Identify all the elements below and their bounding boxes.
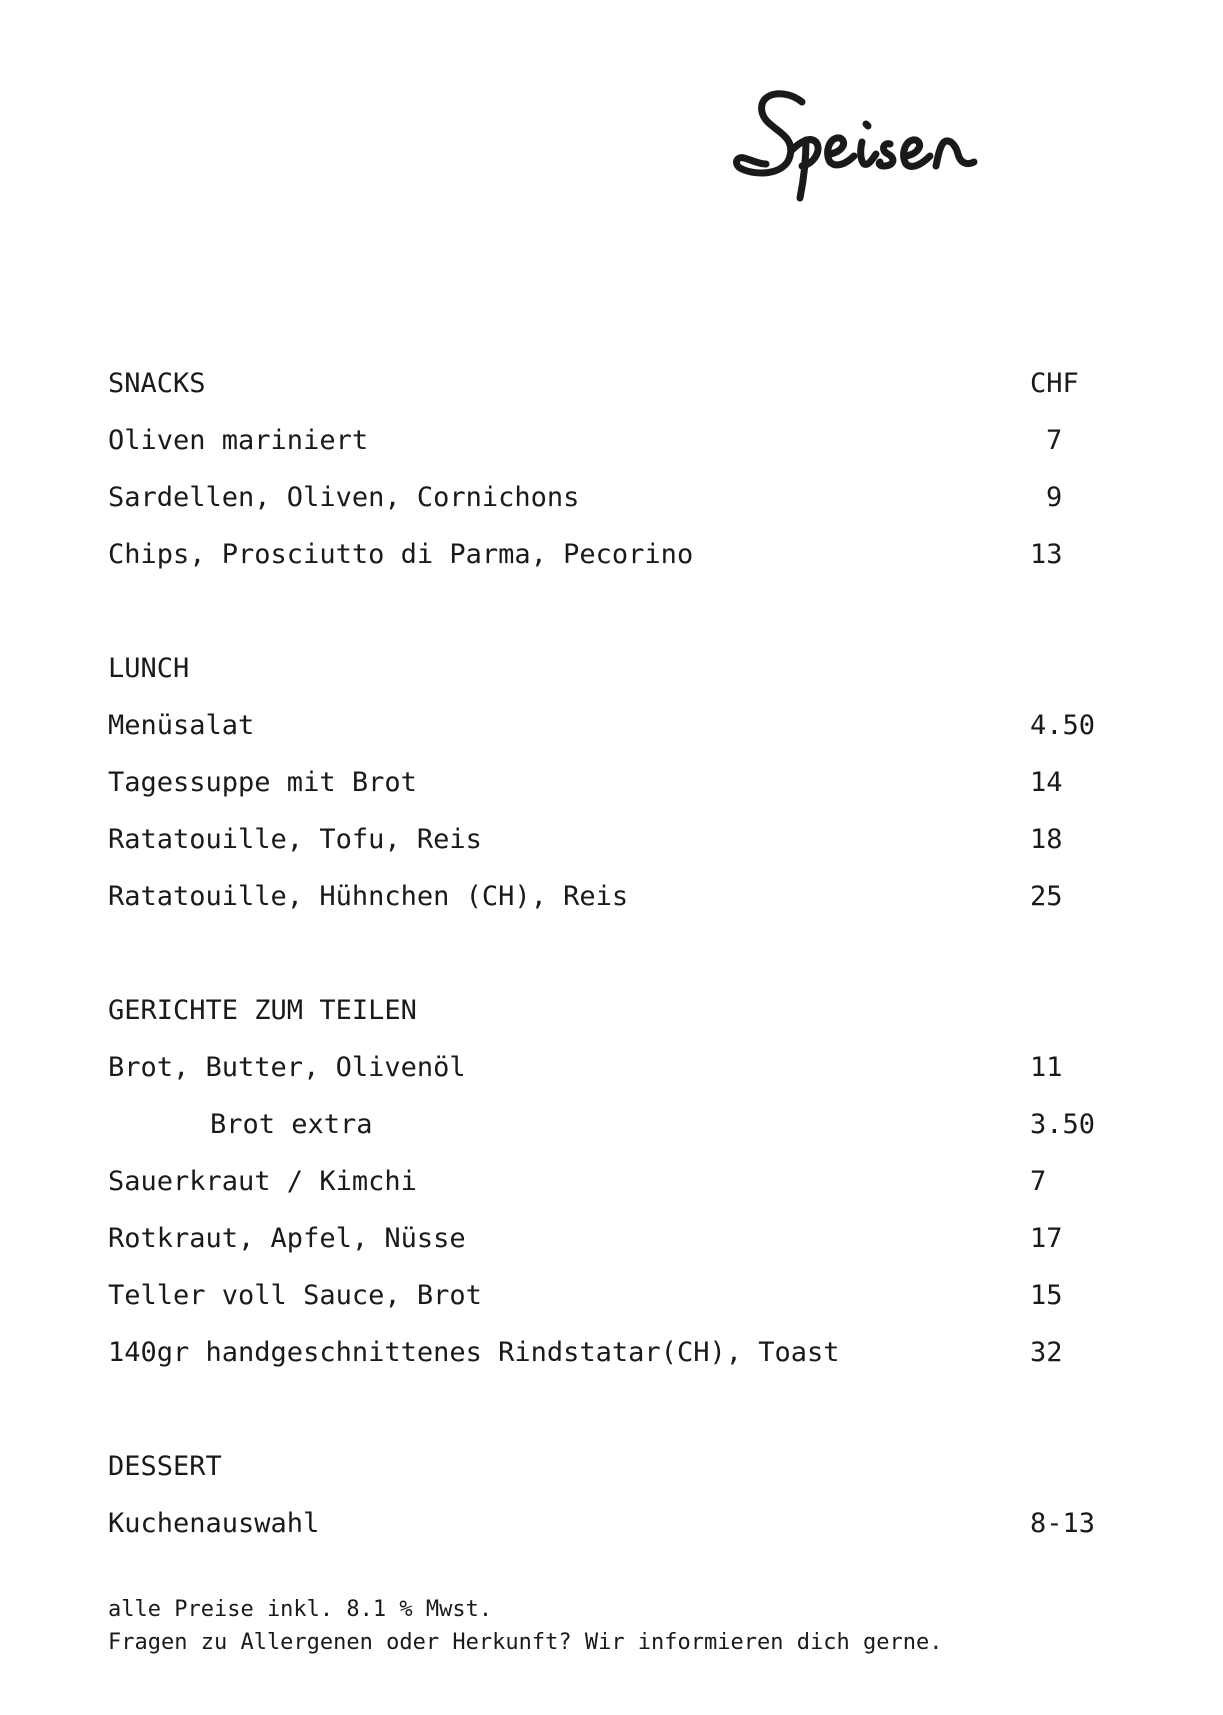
menu-item: [108, 1267, 1108, 1324]
menu-item-label: Teller voll Sauce, Brot: [108, 1280, 482, 1311]
menu-item-label: Kuchenauswahl: [108, 1508, 320, 1539]
menu-item-label: Menüsalat: [108, 710, 255, 741]
menu-item: [108, 526, 1108, 583]
menu-item-price: 9: [1046, 482, 1063, 513]
menu-item: [108, 1495, 1108, 1552]
menu-item-price: 11: [1030, 1052, 1063, 1083]
menu-item-label: Ratatouille, Hühnchen (CH), Reis: [108, 881, 629, 912]
footer-note: [108, 1593, 942, 1659]
menu-item: [108, 1153, 1108, 1210]
section-heading: SNACKS: [108, 368, 206, 399]
menu-item: [108, 412, 1108, 469]
section-heading-row: [108, 982, 1108, 1039]
menu-item-price: 25: [1030, 881, 1063, 912]
section-heading-row: [108, 640, 1108, 697]
section-gap: [108, 1381, 1108, 1438]
menu-item: [108, 754, 1108, 811]
menu-item-label: 140gr handgeschnittenes Rindstatar(CH), Toast: [108, 1337, 840, 1368]
menu-item-label: Sardellen, Oliven, Cornichons: [108, 482, 580, 513]
menu-item: [108, 697, 1108, 754]
section-gap: [108, 583, 1108, 640]
menu-item-label: Sauerkraut / Kimchi: [108, 1166, 417, 1197]
menu-item-label: Oliven mariniert: [108, 425, 369, 456]
menu-item-price: 14: [1030, 767, 1063, 798]
section-heading: DESSERT: [108, 1451, 222, 1482]
menu-item-price: 32: [1030, 1337, 1063, 1368]
menu-item-price: 15: [1030, 1280, 1063, 1311]
menu-item-label: Tagessuppe mit Brot: [108, 767, 417, 798]
menu-item: [108, 469, 1108, 526]
menu-item: [108, 1039, 1108, 1096]
section-heading: GERICHTE ZUM TEILEN: [108, 995, 417, 1026]
menu-item-price: 13: [1030, 539, 1063, 570]
footer-allergen-note: Fragen zu Allergenen oder Herkunft? Wir informieren dich gerne.: [108, 1630, 943, 1655]
menu-item-price: 18: [1030, 824, 1063, 855]
footer-vat-note: alle Preise inkl. 8.1 % Mwst.: [108, 1597, 493, 1622]
menu-item-price: 8-13: [1030, 1508, 1096, 1539]
menu-item: [108, 811, 1108, 868]
menu-item-price: 7: [1030, 1166, 1047, 1197]
menu-item-label: Rotkraut, Apfel, Nüsse: [108, 1223, 466, 1254]
menu-item-price: 7: [1046, 425, 1063, 456]
section-heading-row: [108, 355, 1108, 412]
currency-label: CHF: [1030, 368, 1079, 399]
section-heading: LUNCH: [108, 653, 190, 684]
menu-item: [108, 1324, 1108, 1381]
handwritten-title-logo: [730, 80, 1080, 210]
menu-item: [108, 1096, 1108, 1153]
section-gap: [108, 925, 1108, 982]
menu-item-price: 4.50: [1030, 710, 1096, 741]
menu-item-label: Chips, Prosciutto di Parma, Pecorino: [108, 539, 694, 570]
menu-item-label: Ratatouille, Tofu, Reis: [108, 824, 482, 855]
menu-item-label: Brot, Butter, Olivenöl: [108, 1052, 466, 1083]
menu-item-label: Brot extra: [210, 1109, 373, 1140]
section-heading-row: [108, 1438, 1108, 1495]
menu-item-price: 3.50: [1030, 1109, 1096, 1140]
menu-item-price: 17: [1030, 1223, 1063, 1254]
menu-item: [108, 868, 1108, 925]
menu-item: [108, 1210, 1108, 1267]
menu-list: [108, 355, 1108, 1552]
page-title: [730, 80, 1080, 210]
